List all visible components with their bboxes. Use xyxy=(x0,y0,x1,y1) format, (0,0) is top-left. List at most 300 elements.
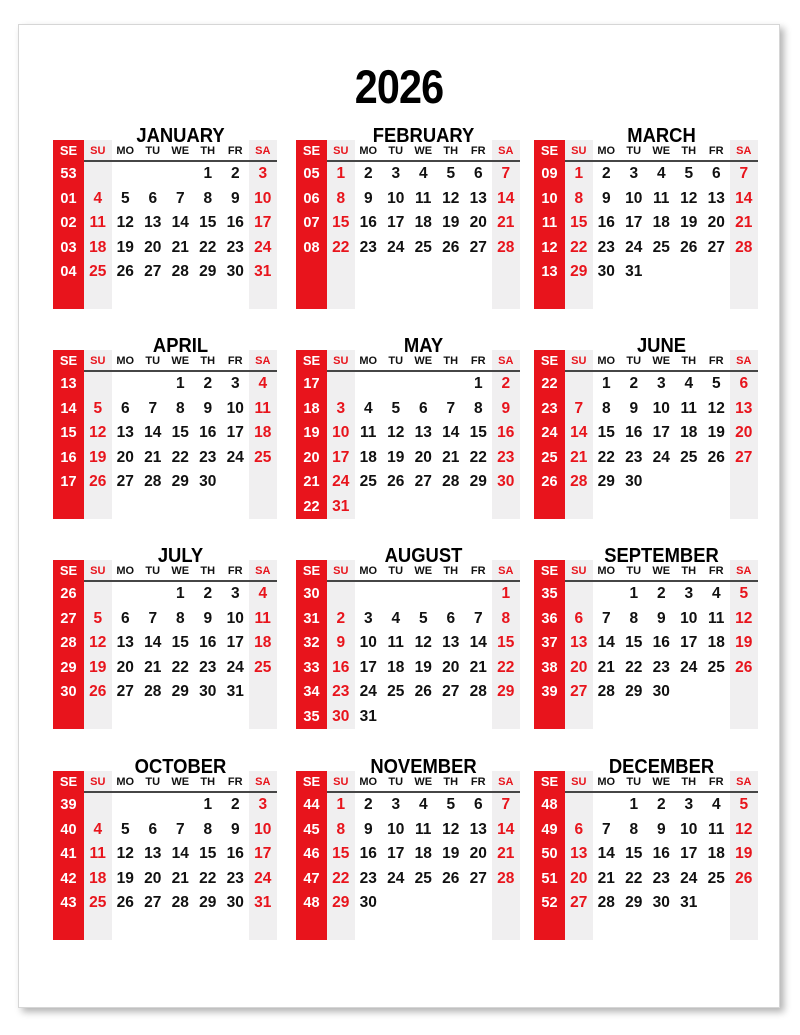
day-cell xyxy=(565,285,593,310)
day-cell: 15 xyxy=(171,424,189,441)
day-header-su: SU xyxy=(571,776,587,788)
day-cell: 6 xyxy=(711,165,721,182)
day-cell: 5 xyxy=(739,796,749,813)
week-number: 26 xyxy=(541,474,558,490)
day-cell: 19 xyxy=(707,424,725,441)
day-cell xyxy=(703,495,731,520)
week-number: 25 xyxy=(541,449,558,466)
day-cell: 12 xyxy=(680,189,698,207)
day-cell: 27 xyxy=(414,473,432,490)
week-column-header: SE xyxy=(59,563,78,578)
day-cell xyxy=(703,285,731,310)
month-grid xyxy=(534,350,758,519)
day-cell: 25 xyxy=(680,448,698,466)
day-cell: 25 xyxy=(359,473,377,490)
day-cell xyxy=(492,705,520,730)
day-header-tu: TU xyxy=(626,565,642,577)
day-cell: 9 xyxy=(501,399,511,417)
week-column-header: SE xyxy=(302,143,321,158)
day-cell: 8 xyxy=(336,820,346,838)
month-title: AUGUST xyxy=(384,545,463,567)
day-cell: 16 xyxy=(625,424,643,441)
day-header-tu: TU xyxy=(388,145,404,157)
month-january xyxy=(53,125,277,317)
day-cell: 1 xyxy=(629,585,639,602)
day-cell: 18 xyxy=(254,424,272,441)
day-cell xyxy=(410,705,438,730)
day-cell xyxy=(167,705,195,730)
day-cell xyxy=(194,916,222,941)
day-cell xyxy=(648,260,676,285)
day-cell: 30 xyxy=(199,683,217,700)
day-cell: 15 xyxy=(469,424,487,441)
days-area xyxy=(327,771,520,940)
day-cell: 8 xyxy=(473,399,483,417)
week-number: 30 xyxy=(60,684,77,700)
month-april xyxy=(53,335,277,527)
day-cell: 29 xyxy=(597,473,615,490)
day-cell: 6 xyxy=(473,165,483,182)
day-header-mo: MO xyxy=(116,776,135,788)
day-cell: 9 xyxy=(601,189,611,207)
day-cell: 27 xyxy=(144,263,162,280)
day-cell: 7 xyxy=(148,399,158,417)
day-cell: 26 xyxy=(116,263,134,280)
year-title: 2026 xyxy=(354,60,444,113)
week-number: 34 xyxy=(303,684,320,700)
day-cell xyxy=(139,285,167,310)
day-cell: 21 xyxy=(171,869,189,887)
day-cell xyxy=(410,582,438,607)
day-cell: 2 xyxy=(363,796,373,813)
day-cell: 4 xyxy=(258,375,268,392)
week-number: 16 xyxy=(60,449,77,466)
day-cell xyxy=(593,705,621,730)
day-cell xyxy=(249,916,277,941)
day-cell: 4 xyxy=(418,796,428,813)
day-cell: 15 xyxy=(332,214,350,231)
day-cell xyxy=(84,285,112,310)
month-title: MAY xyxy=(403,335,444,357)
day-cell: 7 xyxy=(446,399,456,417)
month-september xyxy=(534,545,758,737)
day-cell: 12 xyxy=(387,424,405,441)
month-february xyxy=(296,125,520,317)
day-cell: 13 xyxy=(442,634,460,651)
day-cell: 11 xyxy=(708,609,725,627)
week-number: 09 xyxy=(541,166,558,182)
day-cell: 27 xyxy=(469,238,487,256)
day-cell xyxy=(222,285,250,310)
day-cell xyxy=(382,495,410,520)
day-cell xyxy=(382,582,410,607)
day-cell: 27 xyxy=(442,683,460,700)
day-cell: 19 xyxy=(735,845,753,862)
day-cell: 20 xyxy=(144,238,162,256)
day-cell: 31 xyxy=(680,894,698,911)
day-cell: 18 xyxy=(414,214,432,231)
day-header-mo: MO xyxy=(359,145,378,157)
day-cell: 10 xyxy=(359,634,377,651)
day-cell: 11 xyxy=(89,845,106,862)
day-cell xyxy=(565,372,593,397)
day-cell xyxy=(167,793,195,818)
day-cell: 24 xyxy=(680,658,698,676)
day-cell: 30 xyxy=(226,894,244,911)
day-cell: 15 xyxy=(570,214,588,231)
day-cell: 27 xyxy=(116,473,134,490)
day-cell: 29 xyxy=(199,894,217,911)
day-cell xyxy=(112,916,140,941)
day-cell: 1 xyxy=(629,796,639,813)
week-number: 37 xyxy=(541,635,558,651)
day-cell: 1 xyxy=(601,375,611,392)
day-header-tu: TU xyxy=(145,565,161,577)
day-cell xyxy=(565,793,593,818)
days-area xyxy=(84,771,277,940)
day-cell: 2 xyxy=(336,609,346,627)
week-number: 26 xyxy=(60,586,77,602)
day-header-mo: MO xyxy=(597,776,616,788)
day-cell: 16 xyxy=(332,658,350,676)
day-header-sa: SA xyxy=(498,355,514,367)
day-cell: 4 xyxy=(391,609,401,627)
day-cell: 29 xyxy=(171,683,189,700)
week-number xyxy=(53,705,84,730)
month-may xyxy=(296,335,520,527)
day-cell xyxy=(593,793,621,818)
day-cell xyxy=(355,260,383,285)
day-cell: 2 xyxy=(203,375,213,392)
week-number: 30 xyxy=(303,586,320,602)
day-cell: 5 xyxy=(446,796,456,813)
day-cell: 26 xyxy=(735,658,753,676)
day-cell: 3 xyxy=(258,165,268,182)
day-cell: 14 xyxy=(597,845,615,862)
month-grid xyxy=(534,771,758,940)
day-cell: 19 xyxy=(442,214,460,231)
day-header-th: TH xyxy=(443,145,459,157)
day-cell xyxy=(327,372,355,397)
day-cell: 19 xyxy=(116,238,134,256)
day-cell: 29 xyxy=(497,683,515,700)
day-header-mo: MO xyxy=(597,145,616,157)
day-cell: 31 xyxy=(625,263,643,280)
day-cell: 14 xyxy=(497,189,515,207)
day-cell: 3 xyxy=(391,165,401,182)
day-header-tu: TU xyxy=(626,145,642,157)
day-cell: 17 xyxy=(226,424,244,441)
day-cell: 16 xyxy=(199,634,217,651)
day-cell: 23 xyxy=(497,448,515,466)
day-cell xyxy=(167,495,195,520)
day-cell: 26 xyxy=(89,473,107,490)
day-cell: 20 xyxy=(414,448,432,466)
day-cell xyxy=(730,705,758,730)
day-cell: 22 xyxy=(497,658,515,676)
week-number: 19 xyxy=(303,425,320,441)
day-header-mo: MO xyxy=(359,776,378,788)
day-cell xyxy=(593,582,621,607)
day-header-mo: MO xyxy=(116,145,135,157)
day-cell: 21 xyxy=(597,869,615,887)
day-cell: 5 xyxy=(711,375,721,392)
day-cell xyxy=(382,916,410,941)
day-header-th: TH xyxy=(681,355,697,367)
day-cell: 14 xyxy=(570,424,588,441)
day-cell xyxy=(139,495,167,520)
day-cell: 19 xyxy=(89,658,107,676)
day-cell: 14 xyxy=(497,820,515,838)
day-header-sa: SA xyxy=(498,145,514,157)
week-column-header: SE xyxy=(540,353,559,368)
month-october xyxy=(53,756,277,948)
day-cell: 30 xyxy=(497,473,515,490)
day-cell: 7 xyxy=(501,165,511,182)
month-november xyxy=(296,756,520,948)
day-cell xyxy=(410,495,438,520)
day-header-th: TH xyxy=(443,565,459,577)
day-header-sa: SA xyxy=(736,145,752,157)
day-cell: 21 xyxy=(735,214,753,231)
day-cell: 16 xyxy=(226,845,244,862)
days-area xyxy=(327,350,520,519)
day-cell: 25 xyxy=(414,869,432,887)
day-cell: 27 xyxy=(570,683,588,700)
day-cell: 9 xyxy=(203,609,213,627)
day-header-fr: FR xyxy=(708,565,724,577)
day-cell: 13 xyxy=(116,424,134,441)
days-area xyxy=(84,140,277,309)
day-cell xyxy=(355,582,383,607)
day-cell xyxy=(194,495,222,520)
day-cell: 20 xyxy=(442,658,460,676)
week-number-column xyxy=(534,560,565,729)
day-cell: 12 xyxy=(89,634,107,651)
day-cell: 20 xyxy=(469,214,487,231)
day-header-we: WE xyxy=(652,355,671,367)
day-cell: 28 xyxy=(735,238,753,256)
week-number xyxy=(296,260,327,285)
month-title: JULY xyxy=(157,545,204,567)
day-cell: 28 xyxy=(144,473,162,490)
day-cell: 6 xyxy=(473,796,483,813)
week-number-column xyxy=(296,560,327,729)
day-cell: 23 xyxy=(652,658,670,676)
week-number xyxy=(296,285,327,310)
day-cell: 23 xyxy=(226,869,244,887)
day-cell xyxy=(84,705,112,730)
day-cell: 13 xyxy=(735,399,753,417)
day-cell: 12 xyxy=(414,634,432,651)
day-cell: 14 xyxy=(144,634,162,651)
day-cell xyxy=(84,916,112,941)
day-cell xyxy=(327,260,355,285)
week-number: 13 xyxy=(60,376,77,392)
day-header-mo: MO xyxy=(116,565,135,577)
day-header-we: WE xyxy=(171,565,190,577)
day-cell xyxy=(167,162,195,187)
day-cell xyxy=(565,916,593,941)
days-area xyxy=(327,140,520,309)
day-cell: 23 xyxy=(226,238,244,256)
day-cell: 6 xyxy=(446,609,456,627)
day-cell: 23 xyxy=(332,683,350,700)
day-cell: 15 xyxy=(199,214,217,231)
day-cell xyxy=(648,705,676,730)
day-cell: 7 xyxy=(739,165,749,182)
day-cell: 13 xyxy=(469,189,487,207)
week-number: 06 xyxy=(303,190,320,207)
day-cell: 21 xyxy=(597,658,615,676)
day-cell: 3 xyxy=(391,796,401,813)
day-cell: 6 xyxy=(574,820,584,838)
day-cell: 28 xyxy=(497,238,515,256)
week-number: 05 xyxy=(303,166,320,182)
days-area xyxy=(565,140,758,309)
day-cell: 19 xyxy=(89,448,107,466)
day-cell xyxy=(703,705,731,730)
day-cell: 24 xyxy=(332,473,350,490)
day-cell: 24 xyxy=(254,869,272,887)
days-area xyxy=(84,350,277,519)
day-cell xyxy=(222,495,250,520)
day-cell: 2 xyxy=(230,165,240,182)
day-cell: 21 xyxy=(144,658,162,676)
day-cell: 21 xyxy=(570,448,588,466)
day-cell: 12 xyxy=(89,424,107,441)
day-cell xyxy=(437,705,465,730)
week-number: 18 xyxy=(303,400,320,417)
week-number: 17 xyxy=(60,474,77,490)
day-cell: 22 xyxy=(332,238,350,256)
day-cell: 23 xyxy=(652,869,670,887)
day-cell: 4 xyxy=(93,189,103,207)
day-cell xyxy=(565,582,593,607)
day-cell: 21 xyxy=(442,448,460,466)
day-cell: 9 xyxy=(656,609,666,627)
day-cell: 7 xyxy=(601,609,611,627)
day-header-th: TH xyxy=(681,776,697,788)
day-cell: 12 xyxy=(735,609,753,627)
day-cell: 10 xyxy=(680,820,698,838)
day-cell: 5 xyxy=(418,609,428,627)
day-cell: 18 xyxy=(652,214,670,231)
day-cell xyxy=(410,260,438,285)
day-cell: 23 xyxy=(625,448,643,466)
day-cell xyxy=(437,891,465,916)
day-cell xyxy=(703,260,731,285)
day-cell: 9 xyxy=(363,189,373,207)
day-cell: 17 xyxy=(226,634,244,651)
day-cell: 26 xyxy=(442,869,460,887)
month-title: NOVEMBER xyxy=(370,756,477,778)
day-cell: 6 xyxy=(574,609,584,627)
day-header-sa: SA xyxy=(255,355,271,367)
week-number: 46 xyxy=(303,846,320,862)
week-number: 48 xyxy=(303,895,320,911)
day-cell: 17 xyxy=(254,214,272,231)
day-cell: 2 xyxy=(656,585,666,602)
day-cell xyxy=(410,916,438,941)
day-header-tu: TU xyxy=(388,565,404,577)
week-number: 11 xyxy=(541,215,558,231)
day-cell: 1 xyxy=(175,585,185,602)
week-number: 20 xyxy=(303,449,320,466)
day-cell xyxy=(194,705,222,730)
week-number-column xyxy=(53,140,84,309)
day-header-we: WE xyxy=(171,355,190,367)
week-number xyxy=(534,705,565,730)
day-cell: 27 xyxy=(144,894,162,911)
week-number-column xyxy=(53,771,84,940)
day-cell: 27 xyxy=(116,683,134,700)
day-cell: 13 xyxy=(570,634,588,651)
day-cell xyxy=(730,891,758,916)
day-cell: 10 xyxy=(387,189,405,207)
day-header-sa: SA xyxy=(255,145,271,157)
day-cell: 22 xyxy=(171,658,189,676)
day-cell: 27 xyxy=(469,869,487,887)
day-cell: 3 xyxy=(656,375,666,392)
day-header-fr: FR xyxy=(708,355,724,367)
day-cell: 8 xyxy=(175,609,185,627)
day-header-tu: TU xyxy=(626,776,642,788)
day-cell xyxy=(593,495,621,520)
day-cell xyxy=(703,891,731,916)
day-cell xyxy=(84,372,112,397)
day-cell: 18 xyxy=(89,238,107,256)
day-header-fr: FR xyxy=(470,145,486,157)
day-cell: 5 xyxy=(739,585,749,602)
month-grid xyxy=(534,140,758,309)
day-header-fr: FR xyxy=(470,355,486,367)
day-header-su: SU xyxy=(571,145,587,157)
week-number xyxy=(53,495,84,520)
month-grid xyxy=(53,560,277,729)
day-cell: 13 xyxy=(469,820,487,838)
day-cell xyxy=(703,916,731,941)
week-number: 39 xyxy=(541,684,558,700)
day-cell: 15 xyxy=(171,634,189,651)
days-area xyxy=(565,771,758,940)
day-cell: 11 xyxy=(254,609,271,627)
week-column-header: SE xyxy=(540,774,559,789)
day-cell: 21 xyxy=(469,658,487,676)
day-cell: 3 xyxy=(258,796,268,813)
day-cell: 22 xyxy=(625,658,643,676)
day-header-sa: SA xyxy=(498,776,514,788)
day-cell: 21 xyxy=(144,448,162,466)
day-cell xyxy=(112,285,140,310)
day-header-mo: MO xyxy=(359,565,378,577)
day-cell xyxy=(355,285,383,310)
day-cell: 17 xyxy=(652,424,670,441)
day-header-tu: TU xyxy=(388,355,404,367)
month-grid xyxy=(53,350,277,519)
week-number: 44 xyxy=(303,797,320,813)
day-cell: 30 xyxy=(625,473,643,490)
day-header-fr: FR xyxy=(227,145,243,157)
day-cell: 30 xyxy=(652,894,670,911)
day-cell xyxy=(249,680,277,705)
day-cell xyxy=(465,582,493,607)
week-number: 02 xyxy=(60,215,77,231)
day-header-we: WE xyxy=(652,565,671,577)
week-column-header: SE xyxy=(302,353,321,368)
day-header-we: WE xyxy=(414,565,433,577)
day-cell: 28 xyxy=(442,473,460,490)
